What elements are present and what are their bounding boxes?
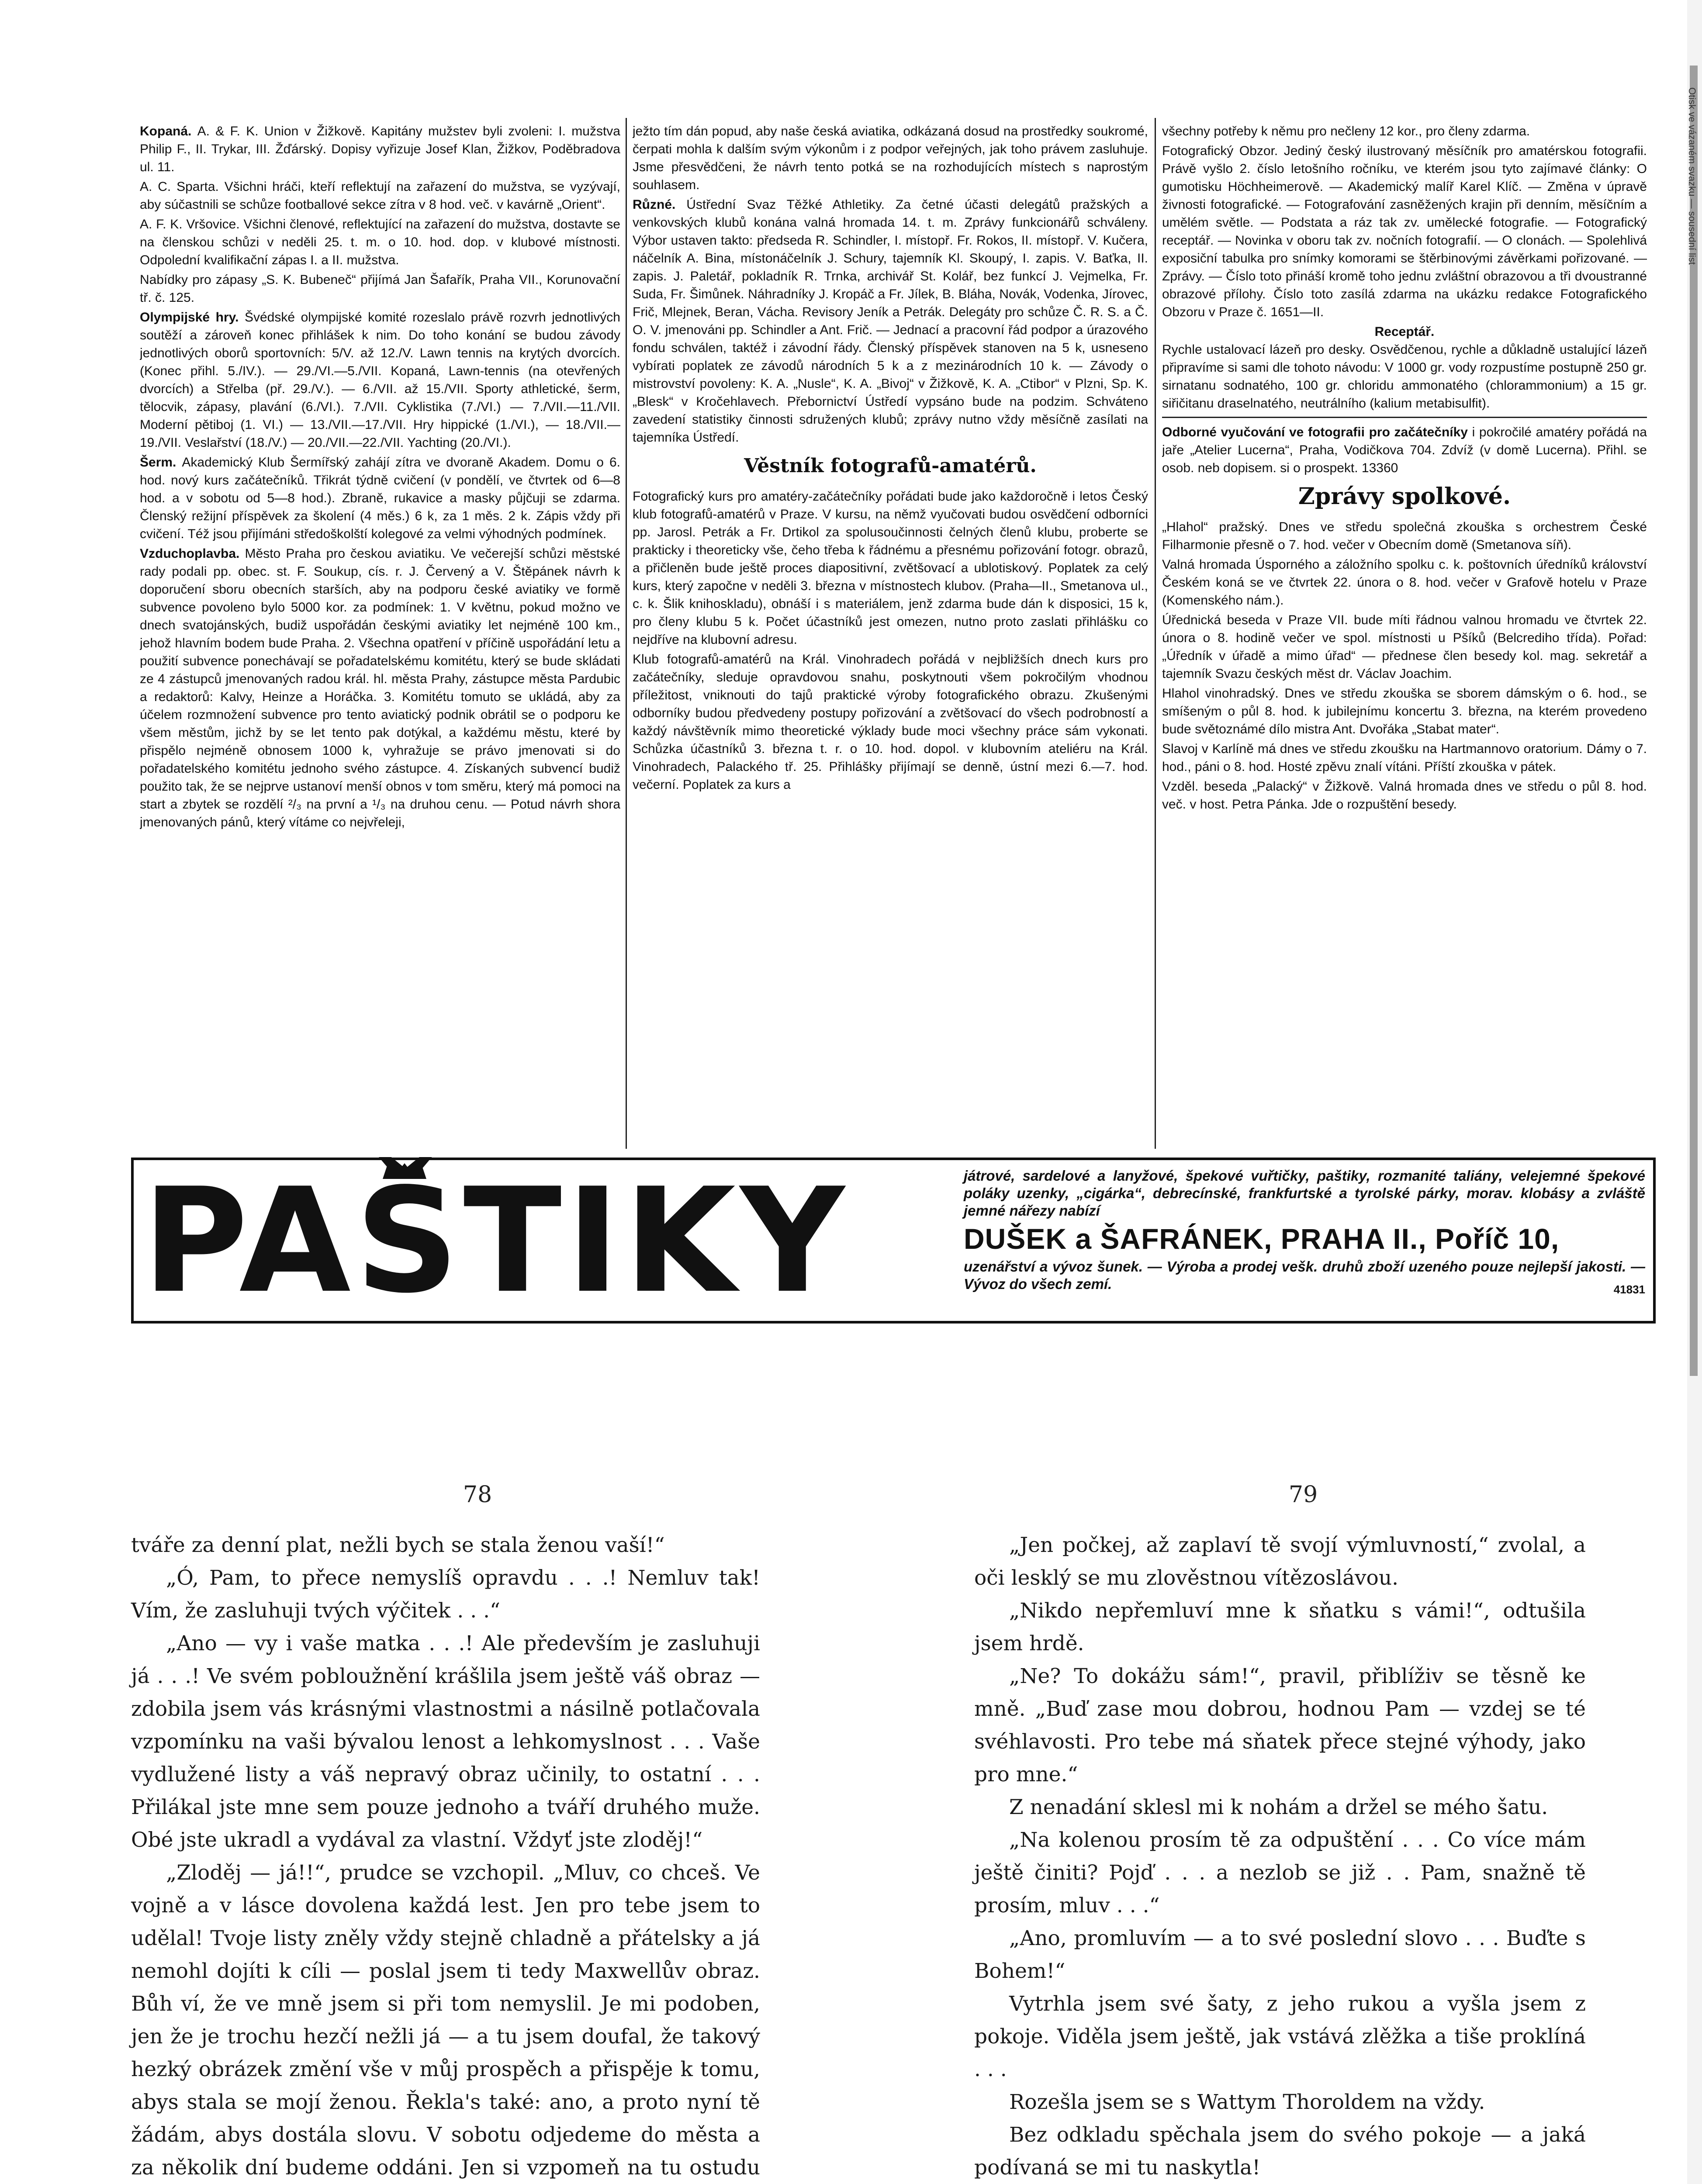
news-item-text: Ústřední Svaz Těžké Athletiky. Za četné účasti delegátů pražských a venkovských klubů konána valná hromada 14. t. m. Zprávy funkcionářů schváleny. Výbor ustaven takto: předseda R. Schindler, I. místopř. Fr. Rokos, II. místopř. V. Kučera, náčelník A. Bina, místonáčelník J. Schury, tajemník Kl. Skoupý, I. zapis. V. Baťka, II. zapis. J. Paletář, pokladník R. Trnka, archivář St. Kolář, bez funkcí J. Vejmelka, Fr. Suda, Fr. Šimůnek. Náhradníky J. Kropáč a Fr. Jílek, B. Bláha, Novák, Vodenka, Jírovec, Frič, Mlejnek, Beran, Vácha. Revisory Jeník a Petrák. Delegáty pro schůze Č. R. S. a Č. O. V. jmenováni pp. Schindler a Ant. Frič. — Jednací a pracovní řád podpor a úrazového fondu schválen, taktéž i závodní řády. Členský příspěvek stanoven na 5 k, usneseno vybírati poplatek ze závodů národních 5 k a z mezinárodních 10 k. — Závody o mistrovství povoleny: K. A. „Nusle“, K. A. „Bivoj“ v Žižkově, K. A. „Ctibor“ v Plzni, Sp. K. „Blesk“ v Kročehlavech. Přebornictví Ústředí vypsáno bude na podzim. Schváteno zavedení statistiky činnosti sdružených klubů; zprávy nutno vždy měsíčně zasílati na tajemníka Ústředí.	[633, 197, 1148, 445]
news-item-text: A. F. K. Vršovice. Všichni členové, reflektující na zařazení do mužstva, dostavte se na členskou schůzi v neděli 25. t. m. o 10. hod. dop. v klubové místnosti. Odpolední kvalifikační zápas I. a II. mužstva.	[140, 217, 620, 267]
news-item	[140, 308, 620, 452]
news-item	[1162, 142, 1647, 321]
novel-page-right	[974, 1529, 1586, 2184]
news-item	[633, 650, 1148, 794]
section-rule	[1162, 417, 1647, 418]
news-item	[140, 453, 620, 543]
story-paragraph: „Ano, promluvím — a to své poslední slovo . . . Buďte s Bohem!“	[974, 1926, 1586, 1983]
news-item-lead: Různé.	[633, 197, 687, 212]
story-paragraph: „Ano — vy i vaše matka . . .! Ale především je zasluhuji já . . .! Ve svém pobloužnění krášlila jsem ještě váš obraz — zdobila jsem vás krásnými vlastnostmi a násilně potlačovala vzpomínku na vaši bývalou lenost a lehkomyslnost . . . Vaše vydlužené listy a váš nepravý obraz učinily, to ostatní . . . Přilákal jste mne sem pouze jednoho a tváří druhého muže. Obé jste ukradl a vydával za vlastní. Vždyť jste zloděj!“	[131, 1631, 760, 1852]
news-item	[140, 122, 620, 176]
news-item	[140, 271, 620, 307]
ad-headline: PAŠTIKY	[142, 1157, 849, 1325]
news-item-text: ježto tím dán popud, aby naše česká aviatika, odkázaná dosud na prostředky soukromé, čerpati mohla k dalším svým výkonům i z podpor veřejných, jak toho právem zasluhuje. Jsme přesvědčeni, že návrh tento potká se na rozhodujících místech s naprostým souhlasem.	[633, 124, 1148, 192]
news-item-text: Klub fotografů-amatérů na Král. Vinohradech pořádá v nejbližších dnech kurs pro začátečníky, sleduje opravdovou snahu, poskytnouti všem pokročilým vhodnou příležitost, vniknouti do tajů praktické výroby fotografického obrazu. Zkušenými odborníky budou předvedeny postupy pořizování a zvětšovací do všech podrobností a každý návštěvník mimo theoretické výklady bude moci všechny práce sám vykonati. Schůzka účastníků 3. března t. r. o 10. hod. dopol. v klubovním ateliéru na Král. Vinohradech, Palackého tř. 25. Přihlášky přijímají se denně, ústní mezi 6.—7. hod. večerní. Poplatek za kurs a	[633, 652, 1148, 792]
advertisement-pastiky	[131, 1158, 1656, 1324]
story-paragraph: Z nenadání sklesl mi k nohám a držel se mého šatu.	[1009, 1795, 1548, 1819]
news-item-lead: Vzduchoplavba.	[140, 546, 245, 561]
news-item-text: Rychle ustalovací lázeň pro desky. Osvědčenou, rychle a důkladně ustalující lázeň připravíme si sami dle tohoto návodu: V 1000 gr. vody rozpustíme postupně 250 gr. sirnatanu sodnatého, 100 gr. chloridu ammonatého (chlorammonium) a 15 gr. siřičitanu draselnatého, neutrálního (kalium metabisulfit).	[1162, 342, 1647, 411]
story-paragraph: „Ó, Pam, to přece nemyslíš opravdu . . .! Nemluv tak! Vím, že zasluhuji tvých výčitek . . .“	[131, 1566, 760, 1623]
ad-products: játrové, sardelové a lanyžové, špekové vuřtičky, paštiky, rozmanité taliány, velejemné špekové poláky uzenky, „cigárka“, debrecínské, frankfurtské a tyrolské párky, morav. klobásy a zvláště jemné nářezy nabízí	[964, 1168, 1645, 1219]
news-item	[1162, 684, 1647, 738]
news-item-lead: Olympijské hry.	[140, 310, 245, 325]
news-item-text: A. & F. K. Union v Žižkově. Kapitány mužstev byli zvoleni: I. mužstva Philip F., II. Trykar, III. Žďárský. Dopisy vyřizuje Josef Klan, Žižkov, Poděbradova ul. 11.	[140, 124, 620, 174]
story-paragraph: „Zloděj — já!!“, prudce se vzchopil. „Mluv, co chceš. Ve vojně a v lásce dovolena každá lest. Jen pro tebe jsem to udělal! Tvoje listy zněly vždy stejně chladně a přátelsky a já nemohl dojíti k cíli — poslal jsem ti tedy Maxwellův obraz. Bůh ví, že ve mně jsem si při tom nemyslil. Je mi podoben, jen že je trochu hezčí nežli já — a tu jsem doufal, že takový hezký obrázek změní vše v můj prospěch a přispěje k tomu, abys stala se mojí ženou. Řekla's také: ano, a proto nyní tě žádám, abys dostála slovu. V sobotu odjedeme do města a za několik dní budeme oddáni. Jen si vzpomeň na tu ostudu	[131, 1861, 760, 2180]
news-item	[140, 215, 620, 269]
bleed-through-text: Otisk ve vázaném svazku — sousední list	[1687, 87, 1698, 265]
news-item	[633, 122, 1148, 194]
news-item-text: Nabídky pro zápasy „S. K. Bubeneč“ přijímá Jan Šafařík, Praha VII., Korunovační tř. č. 125.	[140, 273, 620, 305]
page-number-right: 79	[1289, 1482, 1318, 1508]
news-item-text: i pokročilé amatéry pořádá na jaře „Atelier Lucerna“, Praha, Vodičkova 704. Zdvíž (v domě Lucerna). Přihl. se osob. neb dopisem. si o prospekt. 13360	[1162, 425, 1647, 475]
ad-code: 41831	[1613, 1283, 1645, 1296]
news-item-lead: Šerm.	[140, 455, 182, 470]
news-item-text: Švédské olympijské komité rozeslalo právě rozvrh jednotlivých soutěží a zároveň konec přihlášek k nim. Do toho konání se budou závody jednotlivých oborů sportovních: 5/V. až 12./V. Lawn tennis na krytých dvorcích. (Konec přihl. 5./IV.). — 29./VI.—5./VII. Kopaná, Lawn-tennis (na otevřených dvorcích) a Střelba (př. 29./V.). — 6./VII. až 15./VII. Sporty athletické, šerm, tělocvik, zápasy, plavání (6./VI.). 7./VII. Cyklistika (7./VI.) — 7./VII.—11./VII. Moderní pětiboj (1. VI.) — 13./VII.—17./VII. Hry hippické (1./VI.), — 18./VII.—19./VII. Veslařství (18./V.) — 20./VII.—22./VII. Yachting (20./VI.).	[140, 310, 620, 450]
story-paragraph: tváře za denní plat, nežli bych se stala ženou vaší!“	[131, 1533, 665, 1557]
news-item	[1162, 740, 1647, 776]
news-column-sports	[140, 122, 620, 1144]
section-title: Věstník fotografů-amatérů.	[744, 455, 1037, 477]
story-paragraph: Bez odkladu spěchala jsem do svého pokoje — a jaká podívaná se mi tu naskytla!	[974, 2123, 1586, 2180]
news-column-associations	[1162, 122, 1647, 1144]
news-item-text: Slavoj v Karlíně má dnes ve středu zkoušku na Hartmannovo oratorium. Dámy o 7. hod., páni o 8. hod. Hosté zpěvu znalí vítáni. Příští zkouška v pátek.	[1162, 742, 1647, 774]
news-item-text: „Hlahol“ pražský. Dnes ve středu společná zkouška s orchestrem České Filharmonie přesně o 7. hod. večer v Obecním domě (Smetanova síň).	[1162, 520, 1647, 552]
news-item-lead: Kopaná.	[140, 124, 197, 138]
news-item	[1162, 518, 1647, 554]
ad-body	[964, 1167, 1645, 1298]
news-item	[1162, 556, 1647, 609]
news-item	[1162, 122, 1647, 140]
news-item	[140, 178, 620, 214]
news-item-text: všechny potřeby k němu pro nečleny 12 kor., pro členy zdarma.	[1162, 124, 1530, 138]
story-paragraph: „Nikdo nepřemluví mne k sňatku s vámi!“, odtušila jsem hrdě.	[974, 1599, 1586, 1655]
story-paragraph: „Ne? To dokážu sám!“, pravil, přiblíživ se těsně ke mně. „Buď zase mou dobrou, hodnou Pam — vzdej se té svéhlavosti. Pro tebe má sňatek přece stejné výhody, jako pro mne.“	[974, 1664, 1586, 1787]
ad-firm-name: DUŠEK a ŠAFRÁNEK, PRAHA II., Poříč 10,	[964, 1223, 1560, 1255]
news-item-text: Akademický Klub Šermířský zahájí zítra ve dvoraně Akadem. Domu o 6. hod. nový kurs začátečníků. Třikrát týdně cvičení (v pondělí, ve čtvrtek od 6—8 hod. a v sobotu od 5—8 hod.). Zbraně, rukavice a masky půjčuji se zdarma. Členský režijní příspěvek za školení (4 měs.) 6 k, za 1 měs. 2 k. Zápis vždy při cvičení. Též jsou přijímáni středoškolští kolegové za velmi výhodných podmínek.	[140, 455, 620, 541]
news-item-text: Město Praha pro českou aviatiku. Ve večerejší schůzi městské rady podali pp. obec. st. F. Soukup, cís. r. J. Červený a V. Štěpánek návrh k doporučení sboru obecních starších, aby na podporu české aviatiky ve formě subvence povoleno bylo 5000 kor. za podmínek: 1. V květnu, pokud možno ve dnech svatojánských, budiž uspořádán českými aviatiky let nejméně 100 km., jehož hlavním bodem bude Praha. 2. Všechna opatření v příčině uspořádání letu a použití subvence ponechávají se pořadatelskému komitétu, který se bude skládati ze 4 zástupců jmenovaných radou král. hl. města Prahy, zástupce města Pardubic a redaktorů: Kalvy, Heinze a Horáčka. 3. Komitétu tomuto se ukládá, aby za účelem rozmnožení subvence pro tento aviatický podnik obrátil se o podporu ke všem městům, jichž by se let tento pak dotýkal, a každému městu, které by přispělo nejméně obnosem 1000 k, vyhražuje se právo jmenovati si do pořadatelského komitétu jednoho svého zástupce. 4. Získaných subvencí budiž použito tak, že se nejprve ustanoví menší obnos v tom směru, který má pomoci na start a zbytek se rozdělí ²/₃ na první a ¹/₃ na druhou cenu. — Potud návrh shora jmenovaných pánů, který vítáme co nejvřeleji,	[140, 546, 620, 829]
news-item	[1162, 423, 1647, 477]
column-rule	[1155, 118, 1156, 1149]
news-item	[1162, 611, 1647, 683]
novel-page-left	[131, 1529, 760, 2184]
news-column-miscellany	[633, 122, 1148, 1144]
ad-tagline: uzenářství a vývoz šunek. — Výroba a prodej vešk. druhů zboží uzeného pouze nejlepší jakosti. — Vývoz do všech zemí.	[964, 1258, 1645, 1292]
section-title: Zprávy spolkové.	[1298, 483, 1511, 510]
news-item-text: Valná hromada Úsporného a záložního spolku c. k. poštovních úředníků království Českém koná se ve čtvrtek 22. února o 8. hod. večer v Grafově hotelu v Praze (Komenského nám.).	[1162, 557, 1647, 608]
story-paragraph: Vytrhla jsem své šaty, z jeho rukou a vyšla jsem z pokoje. Viděla jsem ještě, jak vstává zlěžka a tiše proklíná . . .	[974, 1992, 1586, 2081]
news-item-text: Vzděl. beseda „Palacký“ v Žižkově. Valná hromada dnes ve středu o půl 8. hod. več. v host. Petra Pánka. Jde o rozpuštění besedy.	[1162, 779, 1647, 812]
news-item-text: Fotografický kurs pro amatéry-začátečníky pořádati bude jako každoročně i letos Český klub fotografů-amatérů v Praze. V kursu, na němž vyučovati budou osvědčení odborníci pp. Jarosl. Petrák a Fr. Drtikol za spolusoučinnosti čelných členů klubu, proberte se prakticky i theoreticky vše, čeho třeba k řádnému a přesnému pořizování fotogr. obrazů, a přičleněn bude ještě proces diapositivní, zvětšovací a ublotiskový. Poplatek za celý kurs, který započne v neděli 3. března v místnostech klubov. (Praha—II., Smetanova ul., c. k. Šlik knihoskladu), obnáší i s materiálem, jenž zdarma bude dán k disposici, 15 k, pro členy klubu 5 k. Počet účastníků jest omezen, nutno proto zaslati přihlášku co nejdříve na klubovní adresu.	[633, 489, 1148, 647]
news-item	[633, 487, 1148, 649]
news-item-text: Hlahol vinohradský. Dnes ve středu zkouška se sborem dámským o 6. hod., se smíšeným o půl 8. hod. k jubilejnímu koncertu 3. března, na kterém provedeno bude světoznámé dílo mistra Ant. Dvořáka „Stabat mater“.	[1162, 686, 1647, 736]
news-item-lead: Odborné vyučování ve fotografii pro začátečníky	[1162, 425, 1472, 439]
column-rule	[626, 118, 627, 1149]
page-number-left: 78	[463, 1482, 492, 1508]
story-paragraph: „Na kolenou prosím tě za odpuštění . . . Co více mám ještě činiti? Pojď . . . a nezlob se již . . Pam, snažně tě prosím, mluv . . .“	[974, 1828, 1586, 1918]
news-item-text: Úřednická beseda v Praze VII. bude míti řádnou valnou hromadu ve čtvrtek 22. února o 8. hodině večer ve spol. místnosti u Pšíků (Belcrediho třída). Pořad: „Úředník v úřadě a mimo úřad“ — přednese člen besedy kol. mag. sekretář a tajemník Svazu českých měst dr. Václav Joachim.	[1162, 613, 1647, 681]
news-item	[140, 545, 620, 831]
news-item-text: A. C. Sparta. Všichni hráči, kteří reflektují na zařazení do mužstva, se vyzývají, aby súčastnili se schůze footballové sekce zítra v 8 hod. več. v kavárně „Orient“.	[140, 180, 620, 212]
news-item	[1162, 341, 1647, 412]
news-item	[1162, 778, 1647, 813]
story-paragraph: „Jen počkej, až zaplaví tě svojí výmluvností,“ zvolal, a oči lesklý se mu zlověstnou vítězoslávou.	[974, 1533, 1586, 1590]
section-subtitle: Receptář.	[1374, 325, 1435, 339]
news-item-text: Fotografický Obzor. Jediný český ilustrovaný měsíčník pro amatérskou fotografii. Právě vyšlo 2. číslo letošního ročníku, ve kterém jsou tyto zajímavé články: O gumotisku Höchheimerově. — Akademický malíř Karel Klíč. — Změna v úpravě živnosti fotografické. — Fotografování zasněžených krajin při denním, měsíčním a umělém světle. — Podstata a ráz tak zv. umělecké fotografie. — Fotografický receptář. — Novinka v oboru tak zv. nočních fotografií. — O clonách. — Spolehlivá exposiční tabulka pro snímky komorami se štěrbinovými závěrkami pořizované. — Zprávy. — Číslo toto přináší kromě toho jednu zvláštní obrazovou a tři dvoustranné obrazové přílohy. Číslo toto zasílá zdarma na ukázku redakce Fotografického Obzoru v Praze č. 1651—II.	[1162, 144, 1647, 319]
news-item	[633, 196, 1148, 446]
story-paragraph: Rozešla jsem se s Wattym Thoroldem na vždy.	[1009, 2090, 1485, 2114]
